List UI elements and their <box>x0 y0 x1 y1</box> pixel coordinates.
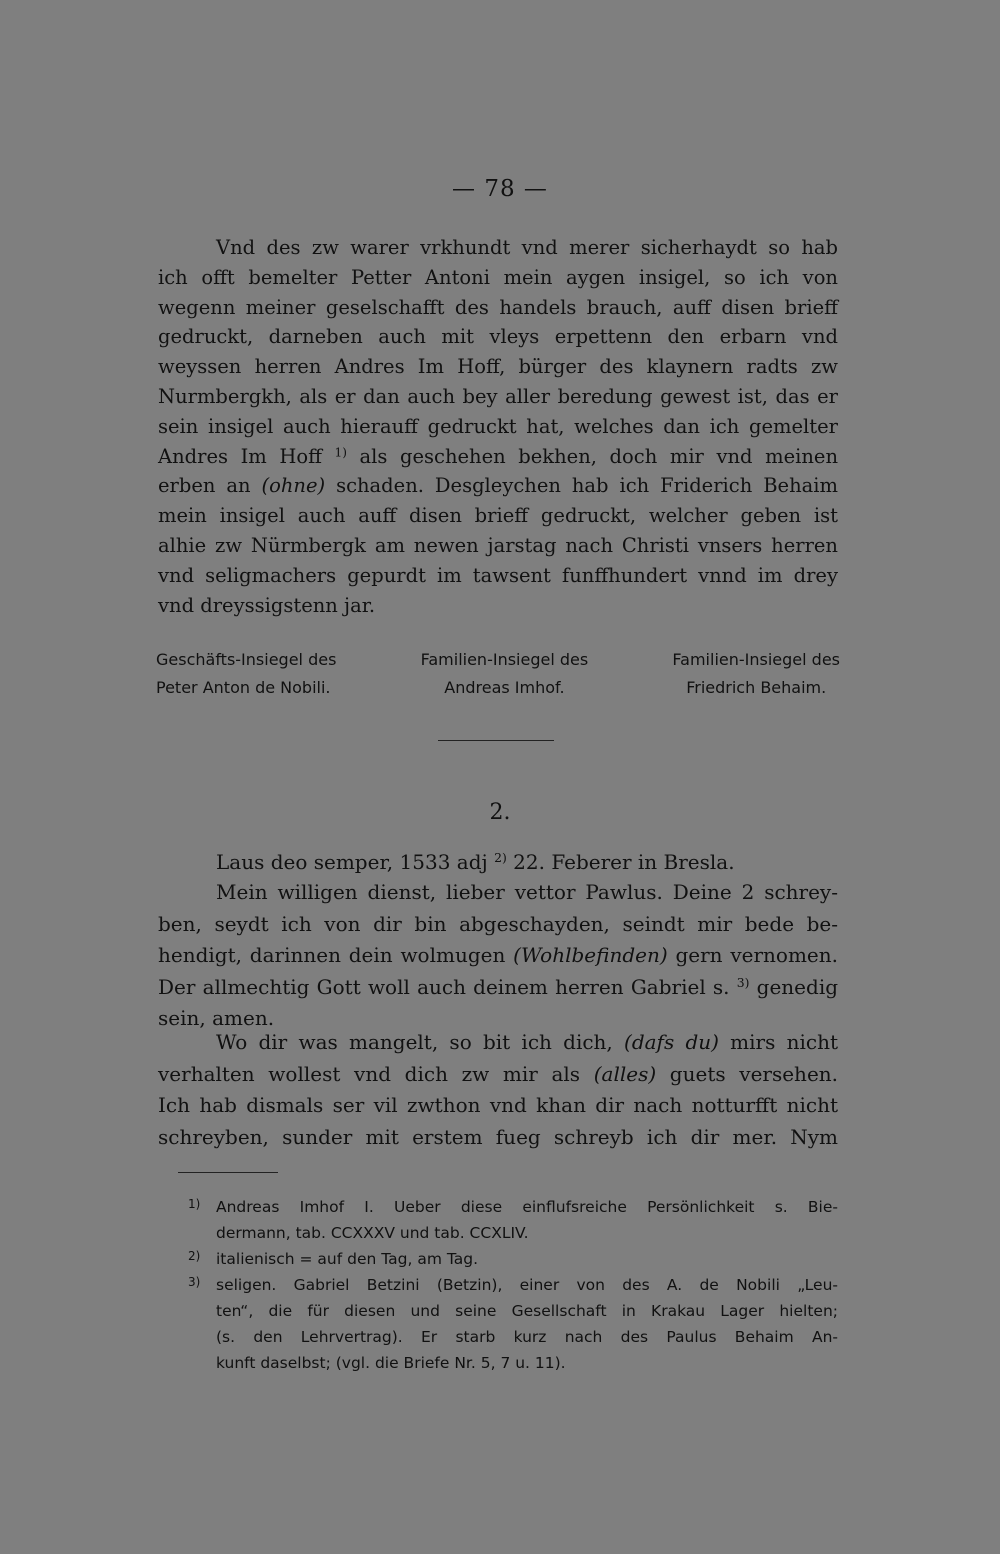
text-line: sein insigel auch hierauff gedruckt hat, welches dan ich gemelter <box>158 414 838 438</box>
footnote-rule <box>178 1172 278 1173</box>
text-fragment: Wo dir was mangelt, so bit ich dich, <box>216 1030 613 1054</box>
paragraph-4 <box>158 1027 838 1153</box>
text-line: ben, seydt ich von dir bin abgeschayden, seindt mir bede be- <box>158 911 838 936</box>
footnote-3 <box>188 1272 838 1376</box>
letter-dateline <box>158 848 838 878</box>
footnote-1 <box>188 1194 838 1246</box>
footnote-reference: 1) <box>334 444 347 459</box>
footnote-reference: 3) <box>736 974 750 990</box>
footnote-mark: 3) <box>188 1275 201 1289</box>
section-divider <box>438 740 554 741</box>
text-line: Ich hab dismals ser vil zwthon vnd khan dir nach notturfft nicht <box>158 1093 838 1117</box>
footnote-body <box>216 1272 838 1376</box>
footnote-line: Andreas Imhof I. Ueber diese einflufsreiche Persönlichkeit s. Bie- <box>216 1198 838 1216</box>
text-line <box>158 471 838 501</box>
seal-caption-line: Geschäfts-Insiegel des <box>156 650 337 669</box>
footnote-line: kunft daselbst; (vgl. die Briefe Nr. 5, 7 u. 11). <box>216 1354 566 1372</box>
text-line <box>158 442 838 472</box>
paragraph-3 <box>158 877 838 1035</box>
seal-captions <box>156 646 840 702</box>
text-line: Nurmbergkh, als er dan auch bey aller beredung gewest ist, das er <box>158 384 838 408</box>
seal-caption-line: Peter Anton de Nobili. <box>156 678 331 697</box>
text-line <box>158 848 838 878</box>
seal-caption-line: Friedrich Behaim. <box>686 678 827 697</box>
text-fragment: als geschehen bekhen, doch mir vnd meinen <box>359 444 839 468</box>
section-number: 2. <box>489 800 511 825</box>
seal-caption-line: Familien-Insiegel des <box>672 650 840 669</box>
footnote-mark: 1) <box>188 1197 201 1211</box>
text-line: mein insigel auch auff disen brieff gedruckt, welcher geben ist <box>158 504 838 528</box>
editorial-gloss: (alles) <box>593 1061 657 1086</box>
text-fragment: Andres Im Hoff <box>158 444 322 468</box>
text-line: Mein willigen dienst, lieber vettor Pawlus. Deine 2 schrey- <box>216 880 838 904</box>
seal-caption-imhof <box>421 646 589 702</box>
footnotes <box>188 1194 838 1376</box>
seal-caption-line: Familien-Insiegel des <box>420 650 589 669</box>
footnote-line: italienisch = auf den Tag, am Tag. <box>216 1250 479 1268</box>
text-line <box>158 972 838 1004</box>
text-fragment: genedig <box>756 974 839 999</box>
text-fragment: Der allmechtig Gott woll auch deinem herren Gabriel s. <box>158 974 730 999</box>
text-line: gedruckt, darneben auch mit vleys erpettenn den erbarn vnd <box>158 325 838 349</box>
text-line: wegenn meiner geselschafft des handels brauch, auff disen brieff <box>158 295 838 319</box>
footnote-line: (s. den Lehrvertrag). Er starb kurz nach des Paulus Behaim An- <box>216 1328 838 1346</box>
editorial-gloss: (dafs du) <box>624 1030 719 1054</box>
text-line: vnd dreyssigstenn jar. <box>158 593 376 617</box>
text-fragment: schaden. Desgleychen hab ich Friderich Behaim <box>336 474 838 498</box>
footnote-line: ten“, die für diesen und seine Gesellschaft in Krakau Lager hielten; <box>216 1302 838 1320</box>
text-line <box>158 1059 838 1091</box>
text-line: ich offt bemelter Petter Antoni mein aygen insigel, so ich von <box>158 265 838 289</box>
text-fragment: guets versehen. <box>669 1061 839 1086</box>
footnote-2 <box>188 1246 838 1272</box>
text-line: sein, amen. <box>158 1006 275 1030</box>
text-line: schreyben, sunder mit erstem fueg schreyb ich dir mer. Nym <box>158 1124 838 1149</box>
seal-caption-line: Andreas Imhof. <box>444 678 565 697</box>
text-fragment: erben an <box>158 474 251 498</box>
text-line: Vnd des zw warer vrkhundt vnd merer sicherhaydt so hab <box>216 236 838 259</box>
paragraph-1 <box>158 233 838 620</box>
footnote-line: seligen. Gabriel Betzini (Betzin), einer von des A. de Nobili „Leu- <box>216 1276 838 1294</box>
text-fragment: verhalten wollest vnd dich zw mir als <box>158 1061 581 1086</box>
editorial-gloss: (Wohlbefinden) <box>513 943 668 967</box>
footnote-mark: 2) <box>188 1249 201 1263</box>
editorial-gloss: (ohne) <box>261 474 326 498</box>
text-fragment: 22. Feberer in Bresla. <box>513 850 735 874</box>
text-fragment: gern vernomen. <box>675 943 839 967</box>
seal-caption-behaim <box>672 646 840 702</box>
footnote-reference: 2) <box>494 850 507 866</box>
footnote-body <box>216 1246 838 1272</box>
text-line: weyssen herren Andres Im Hoff, bürger des klaynern radts zw <box>158 355 838 379</box>
footnote-body <box>216 1194 838 1246</box>
text-line: alhie zw Nürmbergk am newen jarstag nach Christi vnsers herren <box>158 533 838 557</box>
footnote-line: dermann, tab. CCXXXV und tab. CCXLIV. <box>216 1224 529 1242</box>
text-line: vnd seligmachers gepurdt im tawsent funffhundert vnnd im drey <box>158 563 838 587</box>
text-fragment: mirs nicht <box>730 1030 838 1054</box>
text-fragment: hendigt, darinnen dein wolmugen <box>158 943 506 967</box>
text-fragment: Laus deo semper, 1533 adj <box>216 850 488 874</box>
text-line <box>158 1027 838 1059</box>
page-number: — 78 — <box>452 176 548 202</box>
seal-caption-nobili <box>156 646 336 702</box>
text-line <box>158 940 838 972</box>
